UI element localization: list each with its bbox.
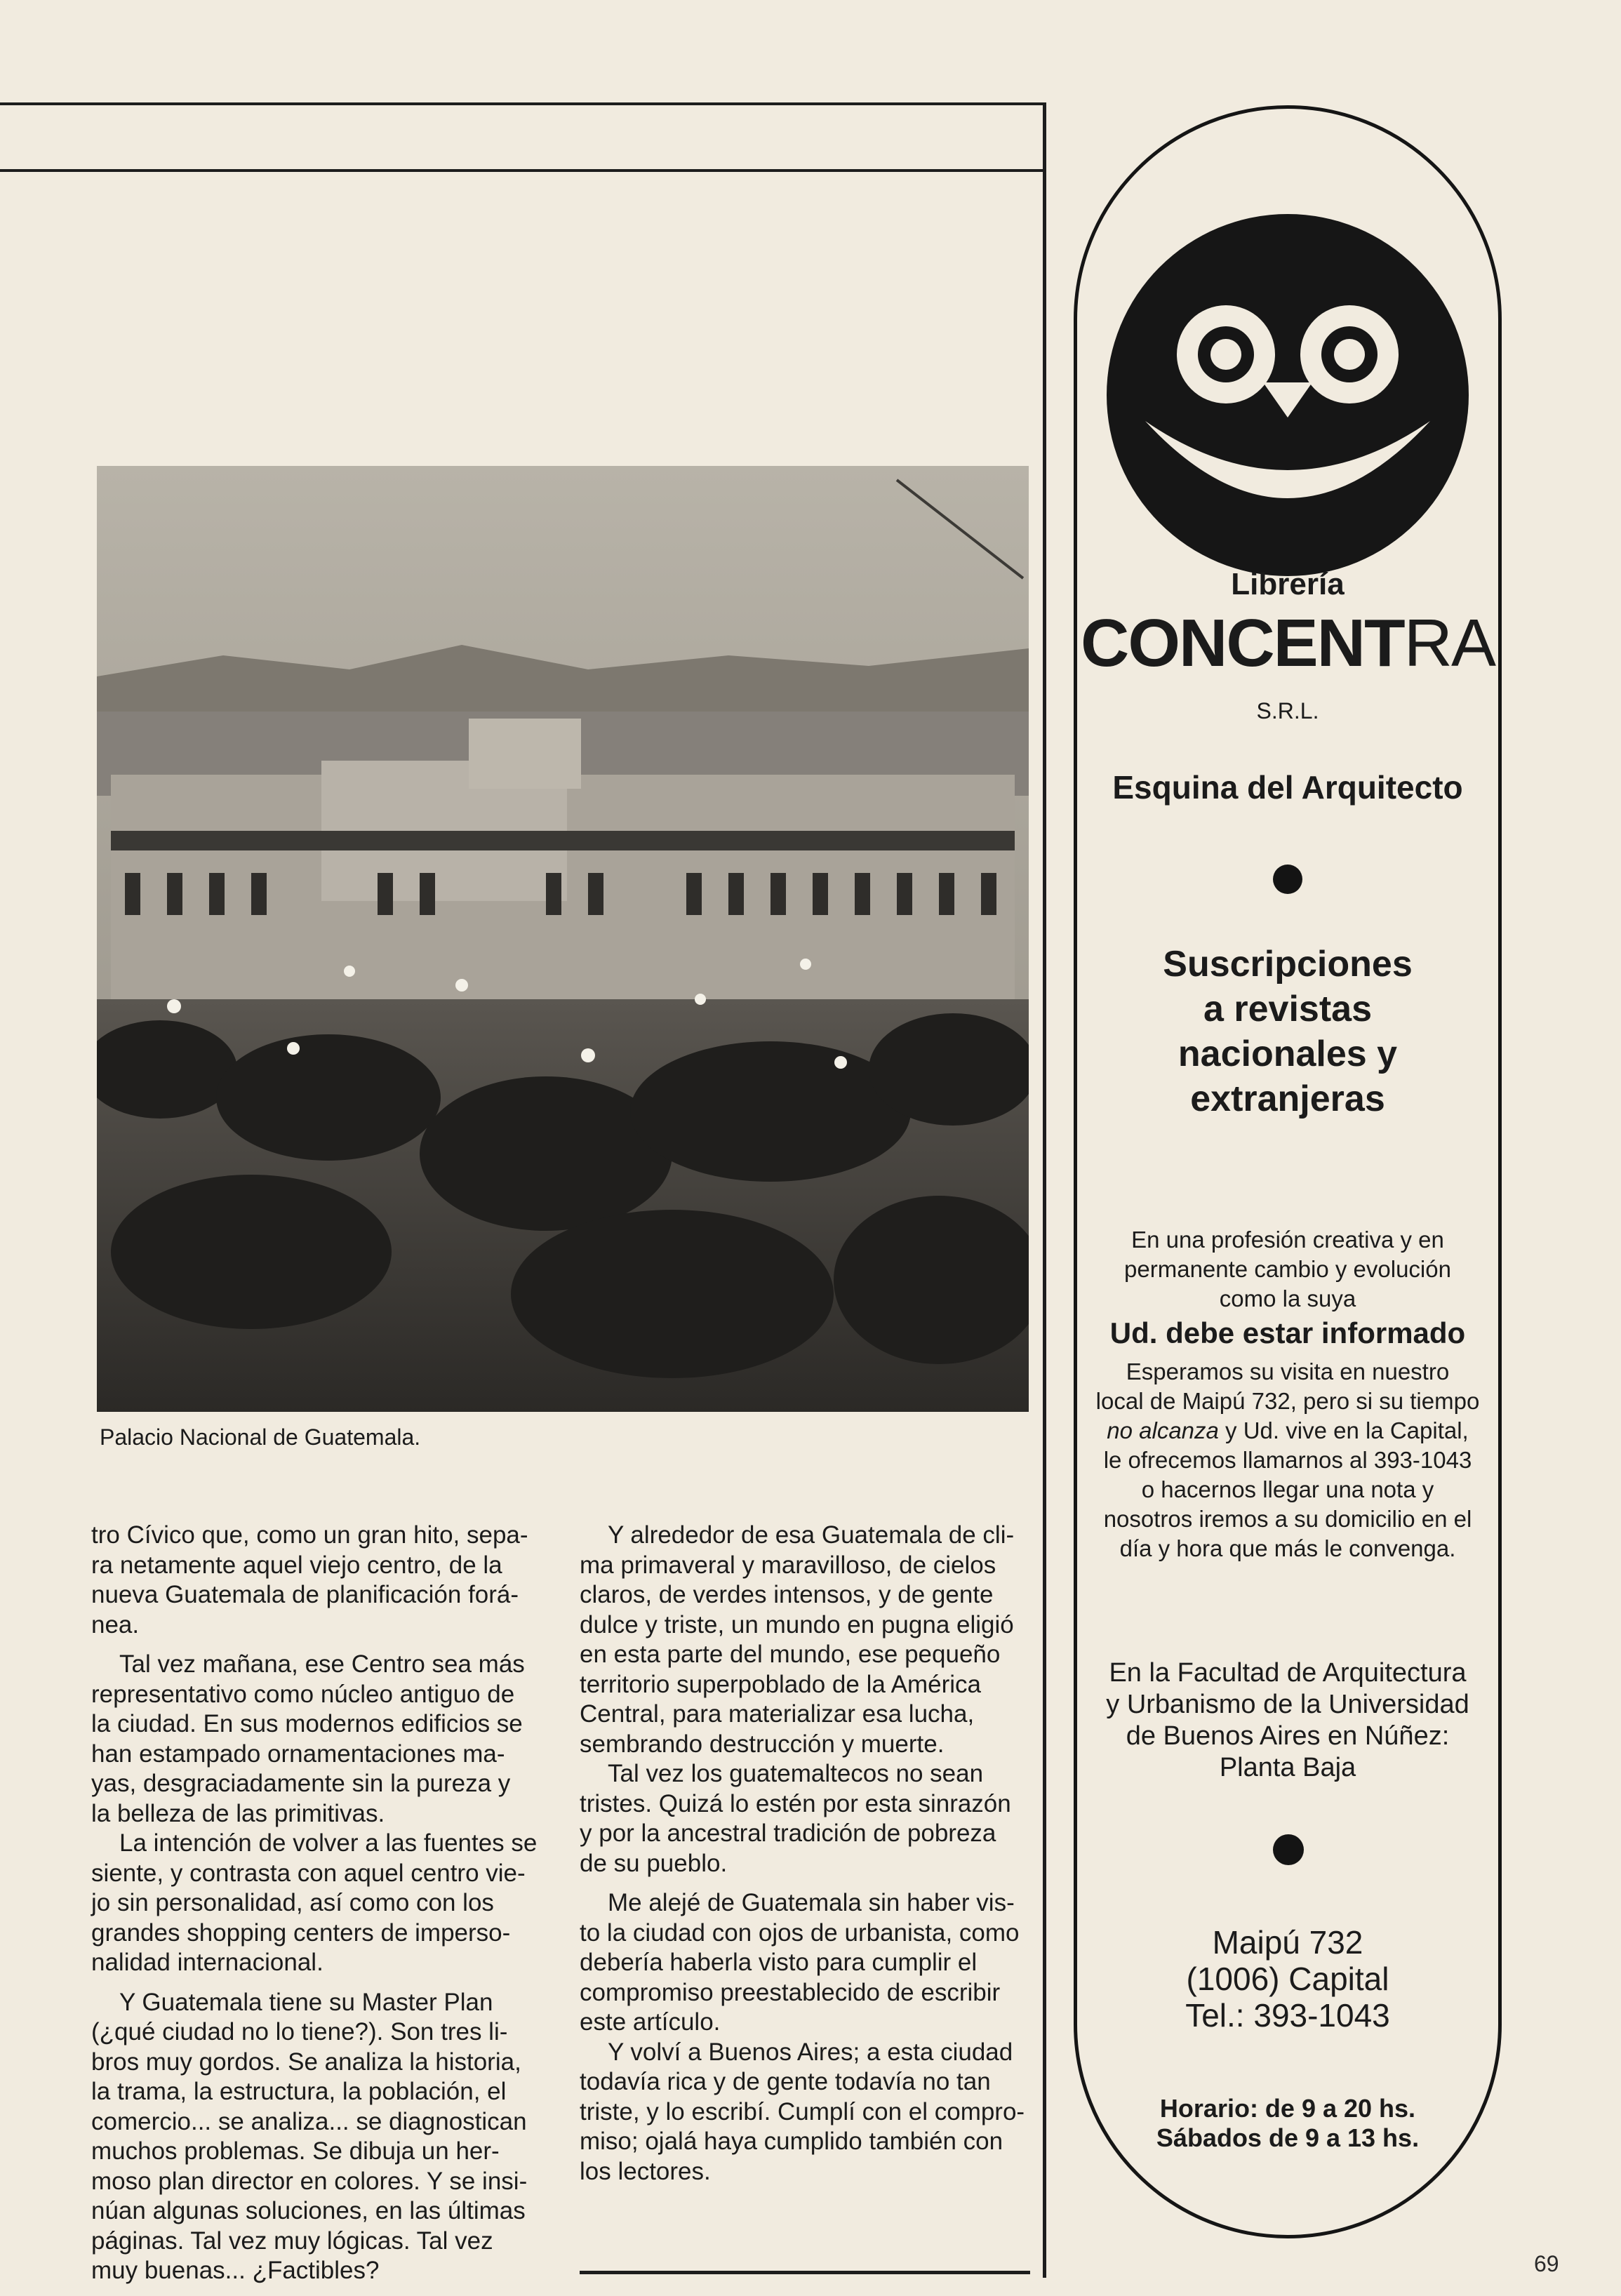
article-column-2: [580, 1521, 1036, 2187]
subscriptions-line: a revistas: [1203, 989, 1372, 1029]
pitch-line: En una profesión creativa y en: [1131, 1227, 1444, 1253]
text-line: Central, para materializar esa lucha,: [580, 1700, 975, 1728]
text-line: la belleza de las primitivas.: [91, 1799, 385, 1827]
text-line: grandes shopping centers de imperso-: [91, 1918, 511, 1947]
visit-rest: y Ud. vive en la Capital,: [1218, 1417, 1469, 1443]
article-column-1: [91, 1521, 551, 2286]
subscriptions-line: nacionales y: [1178, 1034, 1398, 1074]
text-line: los lectores.: [580, 2157, 711, 2185]
bullet-icon: [1273, 865, 1302, 894]
text-line: la ciudad. En sus modernos edificios se: [91, 1710, 523, 1737]
page-number: 69: [1534, 2251, 1559, 2276]
faculty-line: y Urbanismo de la Universidad: [1106, 1690, 1469, 1719]
text-line: miso; ojalá haya cumplido también con: [580, 2128, 1003, 2155]
text-line: la trama, la estructura, la población, el: [91, 2078, 507, 2105]
visit-line: le ofrecemos llamarnos al 393-1043: [1103, 1447, 1472, 1473]
visit-line: Esperamos su visita en nuestro: [1126, 1359, 1450, 1384]
text-line: Tal vez mañana, ese Centro sea más: [119, 1650, 525, 1678]
text-line: La intención de volver a las fuentes se: [119, 1829, 538, 1857]
text-line: Y volví a Buenos Aires; a esta ciudad: [608, 2038, 1013, 2066]
informed-heading: Ud. debe estar informado: [1109, 1316, 1466, 1349]
visit-line: o hacernos llegar una nota y: [1141, 1476, 1434, 1502]
brand-name-part2: RA: [1403, 606, 1495, 681]
text-line: debería haberla visto para cumplir el: [580, 1949, 978, 1976]
text-line: Tal vez los guatemaltecos no sean: [608, 1760, 984, 1787]
address-line: Maipú 732: [1212, 1924, 1363, 1961]
text-line: todavía rica y de gente todavía no tan: [580, 2068, 991, 2095]
visit-line: local de Maipú 732, pero si su tiempo: [1095, 1388, 1480, 1414]
text-line: de su pueblo.: [580, 1849, 728, 1877]
text-line: (¿qué ciudad no lo tiene?). Son tres li-: [91, 2018, 508, 2045]
text-line: muy buenas... ¿Factibles?: [91, 2257, 380, 2284]
text-line: y por la ancestral tradición de pobreza: [580, 1820, 996, 1847]
text-line: muchos problemas. Se dibuja un her-: [91, 2137, 500, 2165]
text-line: sembrando destrucción y muerte.: [580, 1730, 945, 1758]
text-line: nalidad internacional.: [91, 1949, 323, 1976]
text-line: dulce y triste, un mundo en pugna eligió: [580, 1610, 1014, 1638]
text-line: páginas. Tal vez muy lógicas. Tal vez: [91, 2227, 493, 2255]
faculty-line: Planta Baja: [1219, 1753, 1356, 1782]
subscriptions-line: Suscripciones: [1163, 944, 1413, 985]
text-line: ra netamente aquel viejo centro, de la: [91, 1551, 502, 1579]
brand-name: [1074, 605, 1502, 682]
text-line: siente, y contrasta con aquel centro vie-: [91, 1859, 526, 1887]
visit-line: nosotros iremos a su domicilio en el: [1103, 1506, 1472, 1532]
text-line: to la ciudad con ojos de urbanista, como: [580, 1918, 1020, 1947]
text-line: bros muy gordos. Se analiza la historia,: [91, 2048, 521, 2076]
pitch-line: como la suya: [1219, 1286, 1356, 1311]
top-rule-2: [0, 169, 1046, 172]
subscriptions-line: extranjeras: [1190, 1079, 1385, 1119]
text-line: moso plan director en colores. Y se insi-: [91, 2167, 528, 2195]
faculty-line: de Buenos Aires en Núñez:: [1126, 1721, 1450, 1751]
palacio-photo: [97, 466, 1029, 1412]
subscriptions-heading: [1074, 942, 1502, 1121]
store-label: Librería: [1231, 567, 1345, 601]
opening-hours: [1074, 2094, 1502, 2153]
text-line: núan algunas soluciones, en las últimas: [91, 2197, 526, 2224]
text-line: representativo como núcleo antiguo de: [91, 1680, 515, 1708]
text-line: yas, desgraciadamente sin la pureza y: [91, 1770, 511, 1797]
text-line: comercio... se analiza... se diagnostican: [91, 2107, 527, 2135]
text-line: jo sin personalidad, así como con los: [91, 1889, 494, 1916]
text-line: nueva Guatemala de planificación forá-: [91, 1581, 519, 1608]
text-line: Me alejé de Guatemala sin haber vis-: [608, 1889, 1015, 1916]
text-line: claros, de verdes intensos, y de gente: [580, 1581, 994, 1608]
text-line: tristes. Quizá lo estén por esta sinrazón: [580, 1789, 1011, 1817]
ad-tagline: Esquina del Arquitecto: [1112, 769, 1463, 806]
brand-name-part1: CONCENT: [1080, 606, 1404, 681]
visit-line: [1074, 1416, 1502, 1446]
visit-line: día y hora que más le convenga.: [1119, 1535, 1456, 1561]
faculty-line: En la Facultad de Arquitectura: [1109, 1658, 1467, 1688]
text-line: Y Guatemala tiene su Master Plan: [119, 1988, 493, 2016]
ad-pitch: [1074, 1225, 1502, 1314]
column-divider: [1043, 102, 1046, 2278]
hours-line: Sábados de 9 a 13 hs.: [1156, 2123, 1420, 2152]
faculty-location: [1074, 1657, 1502, 1784]
text-line: territorio superpoblado de la América: [580, 1670, 981, 1698]
text-line: compromiso preestablecido de escribir: [580, 1978, 1001, 2006]
text-line: nea.: [91, 1610, 140, 1638]
top-rule-1: [0, 102, 1046, 105]
visit-italic: no alcanza: [1107, 1417, 1219, 1443]
ad-visit-text: [1074, 1357, 1502, 1563]
store-address: [1074, 1924, 1502, 2034]
address-line: (1006) Capital: [1186, 1961, 1389, 1997]
bullet-icon: [1273, 1834, 1304, 1865]
hours-line: Horario: de 9 a 20 hs.: [1159, 2094, 1416, 2123]
text-line: ma primaveral y maravilloso, de cielos: [580, 1551, 996, 1579]
brand-suffix: S.R.L.: [1256, 698, 1319, 723]
text-line: tro Cívico que, como un gran hito, sepa-: [91, 1521, 528, 1549]
text-line: Y alrededor de esa Guatemala de cli-: [608, 1521, 1015, 1549]
text-line: han estampado ornamentaciones ma-: [91, 1740, 505, 1768]
pitch-line: permanente cambio y evolución: [1124, 1256, 1451, 1282]
text-line: en esta parte del mundo, ese pequeño: [580, 1641, 1001, 1668]
address-line: Tel.: 393-1043: [1185, 1997, 1390, 2034]
text-line: este artículo.: [580, 2008, 721, 2036]
photo-caption: Palacio Nacional de Guatemala.: [100, 1424, 421, 1450]
text-line: triste, y lo escribí. Cumplí con el compro-: [580, 2097, 1025, 2125]
owl-logo-icon: [1103, 211, 1472, 583]
bottom-rule-1: [580, 2271, 1030, 2274]
